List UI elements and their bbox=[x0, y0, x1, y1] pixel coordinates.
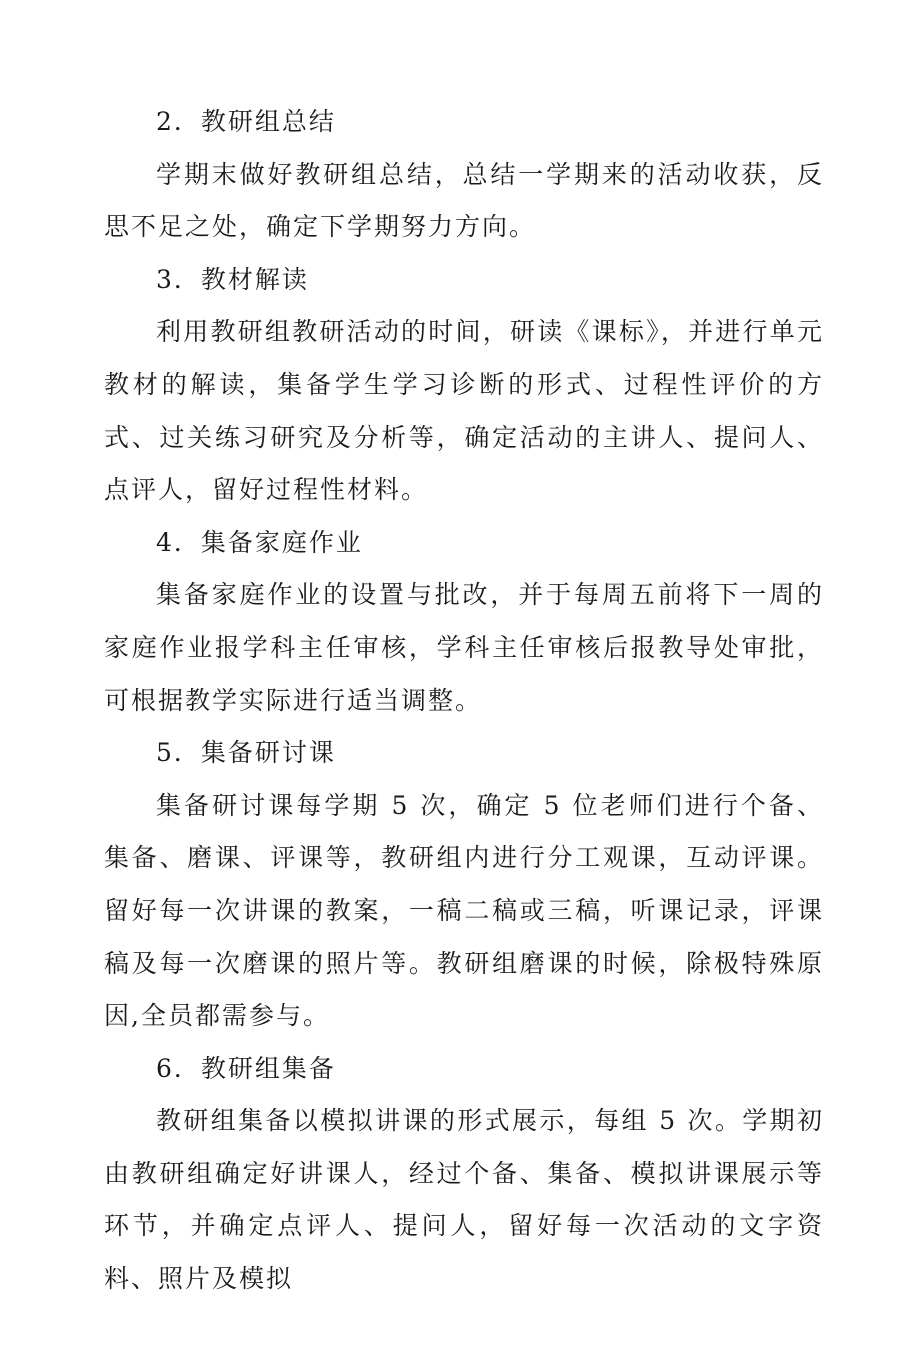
section-homework bbox=[104, 517, 824, 727]
section-heading: 5．集备研讨课 bbox=[156, 738, 336, 768]
section-paragraph: 集备家庭作业的设置与批改，并于每周五前将下一周的家庭作业报学科主任审核，学科主任审核后报教导处审批，可根据教学实际进行适当调整。 bbox=[104, 580, 824, 715]
section-textbook-reading bbox=[104, 254, 824, 517]
section-group-preparation bbox=[104, 1043, 824, 1306]
section-paragraph: 利用教研组教研活动的时间，研读《课标》，并进行单元教材的解读，集备学生学习诊断的形式、过程性评价的方式、过关练习研究及分析等，确定活动的主讲人、提问人、点评人，留好过程性材料。 bbox=[104, 317, 824, 505]
section-paragraph: 学期末做好教研组总结，总结一学期来的活动收获，反思不足之处，确定下学期努力方向。 bbox=[104, 159, 824, 242]
section-heading: 2．教研组总结 bbox=[156, 107, 336, 136]
section-seminar-lesson bbox=[104, 727, 824, 1043]
section-paragraph: 集备研讨课每学期 5 次，确定 5 位老师们进行个备、集备、磨课、评课等，教研组内进行分工观课，互动评课。留好每一次讲课的教案，一稿二稿或三稿，听课记录，评课稿及每一次磨课的照片等。教研组磨课的时候，除极特殊原因,全员都需参与。 bbox=[104, 790, 824, 1031]
section-heading: 6．教研组集备 bbox=[156, 1053, 336, 1083]
section-summary bbox=[104, 96, 824, 254]
section-paragraph: 教研组集备以模拟讲课的形式展示，每组 5 次。学期初由教研组确定好讲课人，经过个备、集备、模拟讲课展示等环节，并确定点评人、提问人，留好每一次活动的文字资料、照片及模拟 bbox=[104, 1106, 824, 1294]
section-heading: 4．集备家庭作业 bbox=[156, 527, 363, 557]
section-heading: 3．教材解读 bbox=[156, 264, 309, 294]
document-body bbox=[104, 96, 824, 1306]
